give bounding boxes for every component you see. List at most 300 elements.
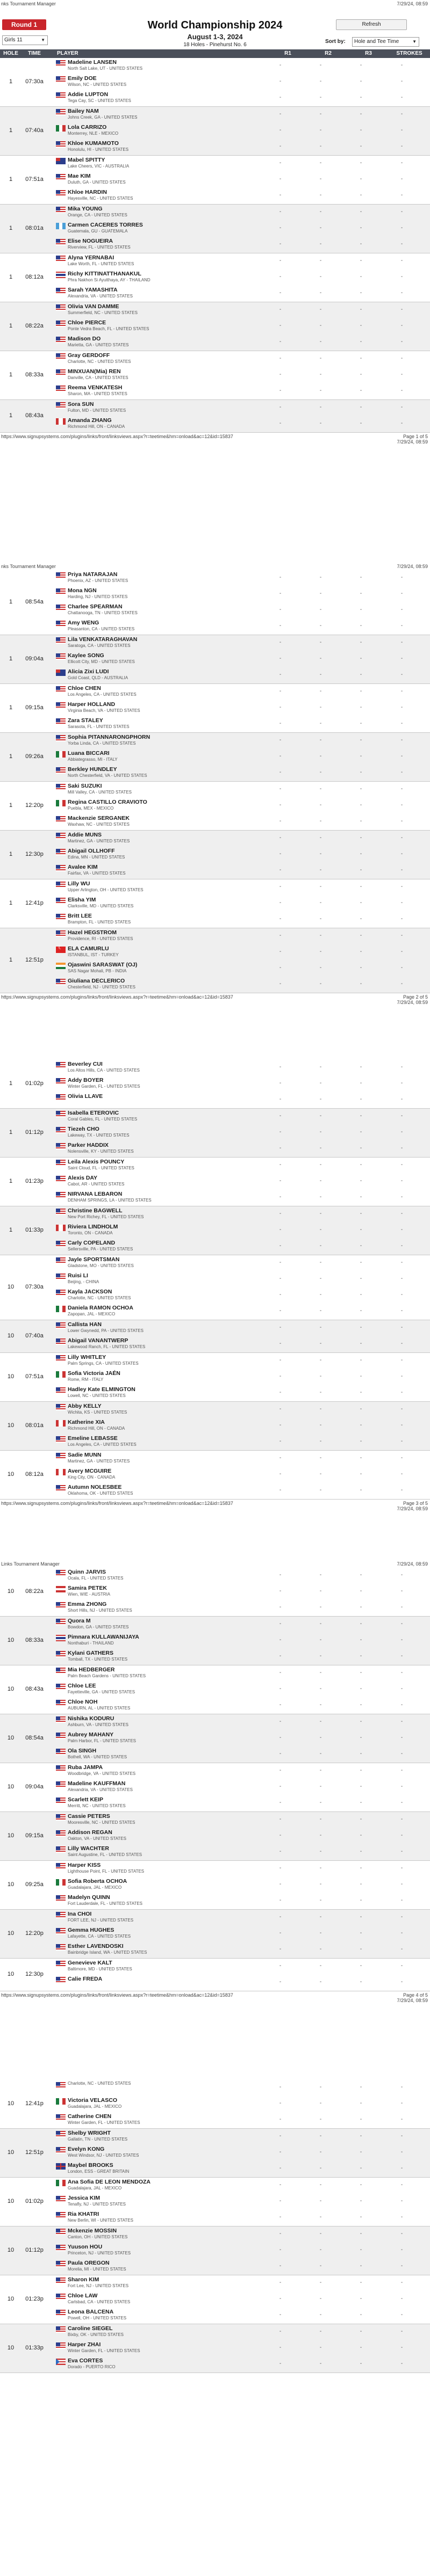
player-name[interactable]: Scarlett KEIP	[68, 1796, 103, 1803]
player-name[interactable]: Madison DO	[68, 336, 101, 342]
player-row[interactable]	[0, 912, 430, 928]
score-r2: -	[319, 1572, 322, 1578]
player-row[interactable]	[0, 1617, 430, 1633]
player-name[interactable]: Mia HEDBERGER	[68, 1667, 115, 1673]
player-row[interactable]	[0, 733, 430, 749]
player-row[interactable]	[0, 1125, 430, 1141]
player-row[interactable]	[0, 2291, 430, 2308]
player-name[interactable]: Addie LUPTON	[68, 91, 109, 98]
score-strokes: -	[400, 1276, 403, 1282]
player-row[interactable]	[0, 1385, 430, 1401]
player-row[interactable]	[0, 1665, 430, 1682]
player-row[interactable]	[0, 896, 430, 912]
player-name[interactable]: Olivia LLAVE	[68, 1093, 103, 1100]
score-r3: -	[360, 1162, 362, 1168]
player-name[interactable]: Elise NOGUEIRA	[68, 238, 113, 244]
player-name[interactable]: Katherine XIA	[68, 1419, 105, 1425]
player-name[interactable]: Esther LAVENDOSKI	[68, 1943, 124, 1949]
player-row[interactable]	[0, 74, 430, 90]
player-name[interactable]: Lilly WHITLEY	[68, 1354, 106, 1360]
player-name[interactable]: Autumn NOLESBEE	[68, 1484, 122, 1490]
player-row[interactable]	[0, 2308, 430, 2324]
player-name[interactable]: Richy KITTINATTHANAKUL	[68, 271, 141, 277]
player-name[interactable]: Sofia Victoria JAÉN	[68, 1370, 120, 1377]
player-row[interactable]	[0, 1222, 430, 1239]
player-row[interactable]	[0, 879, 430, 896]
player-name[interactable]: Kaylee SONG	[68, 652, 104, 659]
player-name[interactable]: Ria KHATRI	[68, 2211, 99, 2217]
player-row[interactable]	[0, 1779, 430, 1795]
score-r3: -	[360, 737, 362, 743]
score-r1: -	[279, 2280, 282, 2286]
player-name[interactable]: Luana BICCARI	[68, 750, 110, 756]
player-row[interactable]	[0, 635, 430, 651]
player-row[interactable]	[0, 928, 430, 944]
player-name[interactable]: Saki SUZUKI	[68, 783, 102, 789]
player-row[interactable]	[0, 90, 430, 106]
col-r3[interactable]: R3	[365, 50, 372, 56]
player-info	[68, 1434, 214, 1450]
player-row[interactable]	[0, 1060, 430, 1076]
player-row[interactable]	[0, 1747, 430, 1763]
player-row[interactable]	[0, 1959, 430, 1975]
player-row[interactable]	[0, 107, 430, 123]
player-row[interactable]	[0, 1584, 430, 1600]
player-name[interactable]: Madeline LANSEN	[68, 59, 117, 66]
player-name[interactable]: Jessica KIM	[68, 2195, 101, 2201]
player-row[interactable]	[0, 1633, 430, 1649]
player-info	[68, 172, 214, 188]
player-name[interactable]: Jayle SPORTSMAN	[68, 1256, 120, 1263]
score-r3: -	[360, 1243, 362, 1249]
player-name[interactable]: Emily DOE	[68, 75, 97, 82]
player-name[interactable]: Chloe NOH	[68, 1699, 98, 1705]
player-name[interactable]: Madeline KAUFFMAN	[68, 1780, 126, 1787]
player-name[interactable]: Quora M	[68, 1618, 91, 1624]
player-row[interactable]	[0, 2080, 430, 2096]
player-name[interactable]: Hazel HEGSTROM	[68, 929, 117, 936]
player-row[interactable]	[0, 1467, 430, 1483]
player-row[interactable]	[0, 765, 430, 781]
player-name[interactable]: Avalee KIM	[68, 864, 98, 870]
country-flag-icon	[56, 207, 66, 213]
player-row[interactable]	[0, 1092, 430, 1108]
player-name[interactable]: Alicia Zixi LUDI	[68, 668, 109, 675]
player-row[interactable]	[0, 1861, 430, 1877]
player-name[interactable]: Lilly WU	[68, 881, 90, 887]
player-row[interactable]	[0, 1763, 430, 1779]
player-name[interactable]: Regina CASTILLO CRAVIOTO	[68, 799, 147, 805]
score-r2: -	[319, 1881, 322, 1887]
player-name[interactable]: Mae KIM	[68, 173, 91, 179]
player-row[interactable]	[0, 2259, 430, 2275]
player-row[interactable]	[0, 618, 430, 635]
player-row[interactable]	[0, 847, 430, 863]
player-name[interactable]: Beverley CUI	[68, 1061, 103, 1067]
player-name[interactable]: Pimnara KULLAWANIJAYA	[68, 1634, 139, 1640]
tee-group	[0, 58, 430, 107]
player-name[interactable]: Evelyn KONG	[68, 2146, 105, 2152]
player-row[interactable]	[0, 716, 430, 732]
player-row[interactable]	[0, 1649, 430, 1665]
player-name[interactable]: Mackenzie SERGANEK	[68, 815, 130, 821]
player-row[interactable]	[0, 1206, 430, 1222]
player-info	[68, 107, 214, 123]
player-row[interactable]	[0, 1451, 430, 1467]
player-row[interactable]	[0, 205, 430, 221]
page-number: Page 3 of 5	[403, 1501, 428, 1506]
player-name[interactable]: Addy BOYER	[68, 1077, 104, 1083]
score-r2: -	[319, 1341, 322, 1347]
player-row[interactable]	[0, 749, 430, 765]
player-name[interactable]: MINXUAN(Mia) REN	[68, 368, 121, 375]
player-name[interactable]: Kayla JACKSON	[68, 1289, 112, 1295]
player-row[interactable]	[0, 1600, 430, 1616]
player-row[interactable]	[0, 302, 430, 318]
player-row[interactable]	[0, 416, 430, 432]
player-row[interactable]	[0, 188, 430, 204]
player-name[interactable]: Parker HADDIX	[68, 1142, 109, 1148]
player-name[interactable]: Amanda ZHANG	[68, 417, 112, 424]
player-location: Powell, OH - UNITED STATES	[68, 2316, 127, 2320]
player-name[interactable]: Olivia VAN DAMME	[68, 303, 119, 310]
player-name[interactable]: Addie MUNS	[68, 832, 102, 838]
player-info	[68, 667, 214, 683]
player-row[interactable]	[0, 2210, 430, 2226]
player-row[interactable]	[0, 1434, 430, 1450]
player-row[interactable]	[0, 2112, 430, 2128]
player-row[interactable]	[0, 221, 430, 237]
player-row[interactable]	[0, 2226, 430, 2243]
col-player[interactable]: PLAYER	[57, 50, 78, 56]
player-name[interactable]: Cassie PETERS	[68, 1813, 110, 1820]
score-strokes: -	[400, 1113, 403, 1119]
player-row[interactable]	[0, 1402, 430, 1418]
player-row[interactable]	[0, 172, 430, 188]
player-name[interactable]: Carmen CACERES TORRES	[68, 222, 143, 228]
player-name[interactable]: Isabella ETEROVIC	[68, 1110, 119, 1116]
player-row[interactable]	[0, 1828, 430, 1844]
score-r2: -	[319, 656, 322, 661]
player-location: Alexandria, VA - UNITED STATES	[68, 1787, 133, 1792]
player-name[interactable]: Quinn JARVIS	[68, 1569, 106, 1575]
player-row[interactable]	[0, 156, 430, 172]
player-name[interactable]: Avery MCGUIRE	[68, 1468, 112, 1474]
col-hole[interactable]: HOLE	[3, 50, 18, 56]
player-name[interactable]: Khloe KUMAMOTO	[68, 140, 119, 147]
player-name[interactable]: Carly COPELAND	[68, 1240, 116, 1246]
score-r2: -	[319, 2231, 322, 2237]
player-name[interactable]: Yuuson HOU	[68, 2244, 103, 2250]
player-name[interactable]: Mona NGN	[68, 587, 97, 594]
score-r1: -	[279, 241, 282, 247]
group-tee-time: 12:20p	[25, 802, 44, 809]
player-row[interactable]	[0, 383, 430, 399]
player-name[interactable]: Victoria VELASCO	[68, 2097, 117, 2104]
player-row[interactable]	[0, 1975, 430, 1991]
player-row[interactable]	[0, 286, 430, 302]
player-name[interactable]: Paula OREGON	[68, 2260, 110, 2266]
player-name[interactable]: Sofia Roberta OCHOA	[68, 1878, 127, 1884]
player-row[interactable]	[0, 1910, 430, 1926]
group-hole: 10	[7, 1881, 15, 1888]
player-row[interactable]	[0, 1141, 430, 1157]
player-name[interactable]: Addison REGAN	[68, 1829, 112, 1836]
player-name[interactable]: Samira PETEK	[68, 1585, 107, 1591]
player-name[interactable]: Leila Alexis POUNCY	[68, 1159, 125, 1165]
player-row[interactable]	[0, 700, 430, 716]
player-row[interactable]	[0, 667, 430, 683]
player-row[interactable]	[0, 1255, 430, 1271]
player-name[interactable]: Ana Sofia DE LEON MENDOZA	[68, 2179, 151, 2185]
player-row[interactable]	[0, 1239, 430, 1255]
player-row[interactable]	[0, 351, 430, 367]
player-row[interactable]	[0, 1320, 430, 1336]
player-name[interactable]: Ojaswini SARASWAT (OJ)	[68, 962, 138, 968]
player-row[interactable]	[0, 1158, 430, 1174]
player-info	[68, 1747, 214, 1763]
player-name[interactable]: NIRVANA LEBARON	[68, 1191, 123, 1197]
player-name[interactable]: Harper KISS	[68, 1862, 101, 1868]
player-name[interactable]: Khloe HARDIN	[68, 189, 107, 195]
player-name[interactable]: Harper HOLLAND	[68, 701, 116, 708]
col-strokes[interactable]: STROKES	[396, 50, 422, 56]
player-name[interactable]: Christine BAGWELL	[68, 1207, 123, 1214]
score-r1: -	[279, 1487, 282, 1493]
player-row[interactable]	[0, 1844, 430, 1860]
player-row[interactable]	[0, 2324, 430, 2340]
player-row[interactable]	[0, 1877, 430, 1893]
player-row[interactable]	[0, 400, 430, 416]
player-name[interactable]: Emeline LEBASSE	[68, 1435, 118, 1442]
player-name[interactable]: Sora SUN	[68, 401, 94, 407]
player-info	[68, 1844, 214, 1860]
player-row[interactable]	[0, 863, 430, 879]
player-name[interactable]: Sophia PITANNARONGPHORN	[68, 734, 150, 740]
player-row[interactable]	[0, 1483, 430, 1499]
tee-group	[0, 400, 430, 433]
player-name[interactable]: Riviera LINDHOLM	[68, 1224, 118, 1230]
score-r1: -	[279, 1113, 282, 1119]
player-row[interactable]	[0, 1418, 430, 1434]
group-hole: 1	[9, 1129, 13, 1136]
country-flag-icon	[56, 385, 66, 392]
player-row[interactable]	[0, 814, 430, 830]
player-name[interactable]: Elisha YIM	[68, 897, 96, 903]
player-name[interactable]: Daniela RAMON OCHOA	[68, 1305, 133, 1311]
player-name[interactable]: Abby KELLY	[68, 1403, 102, 1409]
player-name[interactable]: Eva CORTES	[68, 2357, 103, 2364]
player-name[interactable]: Shelby WRIGHT	[68, 2130, 111, 2136]
player-name[interactable]: Catherine CHEN	[68, 2113, 112, 2120]
player-row[interactable]	[0, 237, 430, 253]
player-name[interactable]: Genevieve KALT	[68, 1960, 112, 1966]
player-name[interactable]: Harper ZHAI	[68, 2341, 101, 2348]
player-row[interactable]	[0, 1353, 430, 1369]
player-name[interactable]: Sadie MUNN	[68, 1452, 102, 1458]
country-flag-icon	[56, 800, 66, 806]
score-r3: -	[360, 2149, 362, 2155]
player-name[interactable]: Mabel SPITTY	[68, 157, 105, 163]
player-row[interactable]	[0, 318, 430, 334]
player-row[interactable]	[0, 367, 430, 383]
player-name[interactable]: Kylani GATHERS	[68, 1650, 113, 1656]
player-row[interactable]	[0, 1287, 430, 1304]
score-r2: -	[319, 981, 322, 987]
score-r2: -	[319, 1979, 322, 1985]
player-name[interactable]: Chloe PIERCE	[68, 319, 106, 326]
player-name[interactable]: Mika YOUNG	[68, 206, 103, 212]
player-row[interactable]	[0, 944, 430, 960]
player-row[interactable]	[0, 1682, 430, 1698]
player-name[interactable]: Abigail VANANTWERP	[68, 1337, 128, 1344]
player-name[interactable]: Chloe LEE	[68, 1683, 96, 1689]
player-name[interactable]: Nishika KODURU	[68, 1715, 114, 1722]
player-name[interactable]: Gemma HUGHES	[68, 1927, 114, 1933]
player-row[interactable]	[0, 2178, 430, 2194]
player-row[interactable]	[0, 58, 430, 74]
print-header-app: nks Tournament Manager	[1, 1, 56, 6]
score-r1: -	[279, 1373, 282, 1379]
col-time[interactable]: TIME	[28, 50, 41, 56]
player-name[interactable]: Madelyn QUINN	[68, 1894, 110, 1901]
player-name[interactable]: Chloe CHEN	[68, 685, 101, 692]
player-row[interactable]	[0, 1336, 430, 1352]
player-row[interactable]	[0, 2161, 430, 2177]
player-row[interactable]	[0, 1795, 430, 1811]
player-name[interactable]: Giuliana DECLERICO	[68, 978, 125, 984]
player-row[interactable]	[0, 2356, 430, 2373]
player-row[interactable]	[0, 1076, 430, 1092]
col-r1[interactable]: R1	[284, 50, 291, 56]
player-row[interactable]	[0, 977, 430, 993]
player-name[interactable]: Ina CHOI	[68, 1911, 92, 1917]
player-name[interactable]: Amy WENG	[68, 620, 99, 626]
player-name[interactable]: Lola CARRIZO	[68, 124, 107, 130]
player-row[interactable]	[0, 1369, 430, 1385]
score-r1: -	[279, 2312, 282, 2318]
event-dates: August 1-3, 2024	[187, 33, 243, 41]
player-row[interactable]	[0, 2275, 430, 2291]
player-name[interactable]: Sarah YAMASHITA	[68, 287, 118, 293]
player-row[interactable]	[0, 1926, 430, 1942]
score-r1: -	[279, 290, 282, 296]
player-row[interactable]	[0, 782, 430, 798]
col-r2[interactable]: R2	[325, 50, 332, 56]
player-info	[68, 2243, 214, 2259]
player-row[interactable]	[0, 798, 430, 814]
player-row[interactable]	[0, 2340, 430, 2356]
sort-select[interactable]	[352, 37, 419, 47]
player-name[interactable]: Alyna YERNABAI	[68, 254, 114, 261]
player-row[interactable]	[0, 1730, 430, 1747]
round-badge[interactable]: Round 1	[2, 19, 46, 30]
player-name[interactable]: Gray GERDOFF	[68, 352, 110, 359]
player-location: Fort Lauderdale, FL - UNITED STATES	[68, 1901, 143, 1906]
player-name[interactable]: Lila VENKATARAGHAVAN	[68, 636, 138, 643]
player-row[interactable]	[0, 1714, 430, 1730]
player-row[interactable]	[0, 2243, 430, 2259]
score-strokes: -	[400, 802, 403, 808]
player-name[interactable]: Britt LEE	[68, 913, 92, 919]
player-row[interactable]	[0, 960, 430, 977]
player-row[interactable]	[0, 270, 430, 286]
player-row[interactable]	[0, 1812, 430, 1828]
player-name[interactable]: Charlee SPEARMAN	[68, 603, 123, 610]
player-name[interactable]: Reema VENKATESH	[68, 384, 123, 391]
player-row[interactable]	[0, 1190, 430, 1206]
player-name[interactable]: Callista HAN	[68, 1321, 102, 1328]
player-name[interactable]: ELA CAMURLU	[68, 945, 109, 952]
player-row[interactable]	[0, 1698, 430, 1714]
player-name[interactable]: Lilly WACHTER	[68, 1845, 110, 1852]
player-row[interactable]	[0, 1271, 430, 1287]
division-select[interactable]	[2, 35, 48, 45]
player-name[interactable]: Chloe LAW	[68, 2293, 98, 2299]
player-row[interactable]	[0, 1568, 430, 1584]
player-name[interactable]: Berkley HUNDLEY	[68, 766, 117, 773]
refresh-button[interactable]: Refresh	[336, 19, 407, 30]
score-r3: -	[360, 290, 362, 296]
country-flag-icon	[56, 572, 66, 579]
player-name[interactable]: Maybel BROOKS	[68, 2162, 113, 2169]
player-row[interactable]	[0, 586, 430, 602]
player-row[interactable]	[0, 602, 430, 618]
player-row[interactable]	[0, 253, 430, 270]
player-name[interactable]: Bailey NAM	[68, 108, 99, 114]
player-row[interactable]	[0, 2145, 430, 2161]
player-row[interactable]	[0, 831, 430, 847]
player-name[interactable]: Tiezeh CHO	[68, 1126, 99, 1132]
player-name[interactable]: Leona BALCENA	[68, 2309, 114, 2315]
player-row[interactable]	[0, 570, 430, 586]
player-name[interactable]: Alexis DAY	[68, 1175, 98, 1181]
country-flag-icon	[56, 1192, 66, 1198]
player-row[interactable]	[0, 1893, 430, 1909]
player-name[interactable]: Sharon KIM	[68, 2276, 99, 2283]
score-r2: -	[319, 1096, 322, 1102]
player-row[interactable]	[0, 1304, 430, 1320]
player-row[interactable]	[0, 651, 430, 667]
player-row[interactable]	[0, 684, 430, 700]
player-row[interactable]	[0, 2194, 430, 2210]
player-name[interactable]: Priya NATARAJAN	[68, 571, 118, 578]
player-name[interactable]: Ola SINGH	[68, 1748, 97, 1754]
player-name[interactable]: Ruisi LI	[68, 1272, 88, 1279]
player-row[interactable]	[0, 1109, 430, 1125]
player-row[interactable]	[0, 2096, 430, 2112]
player-name[interactable]: Abigail OLLHOFF	[68, 848, 115, 854]
player-row[interactable]	[0, 1174, 430, 1190]
player-row[interactable]	[0, 334, 430, 351]
player-info	[68, 2112, 214, 2128]
player-row[interactable]	[0, 2129, 430, 2145]
player-location: Providence, RI - UNITED STATES	[68, 936, 133, 941]
player-info	[68, 1730, 214, 1747]
player-row[interactable]	[0, 139, 430, 155]
player-row[interactable]	[0, 1942, 430, 1958]
player-name[interactable]: Mckenzie MOSSIN	[68, 2228, 117, 2234]
player-name[interactable]: Caroline SIEGEL	[68, 2325, 113, 2332]
player-row[interactable]	[0, 123, 430, 139]
player-name[interactable]: Hadley Kate ELMINGTON	[68, 1386, 135, 1393]
player-name[interactable]: Calie FREDA	[68, 1976, 103, 1982]
player-name[interactable]: Zara STALEY	[68, 717, 103, 724]
player-name[interactable]: Aubrey MAHANY	[68, 1731, 114, 1738]
score-r1: -	[279, 1096, 282, 1102]
player-name[interactable]: Ruba JAMPA	[68, 1764, 103, 1771]
player-name[interactable]: Emma ZHONG	[68, 1601, 107, 1607]
